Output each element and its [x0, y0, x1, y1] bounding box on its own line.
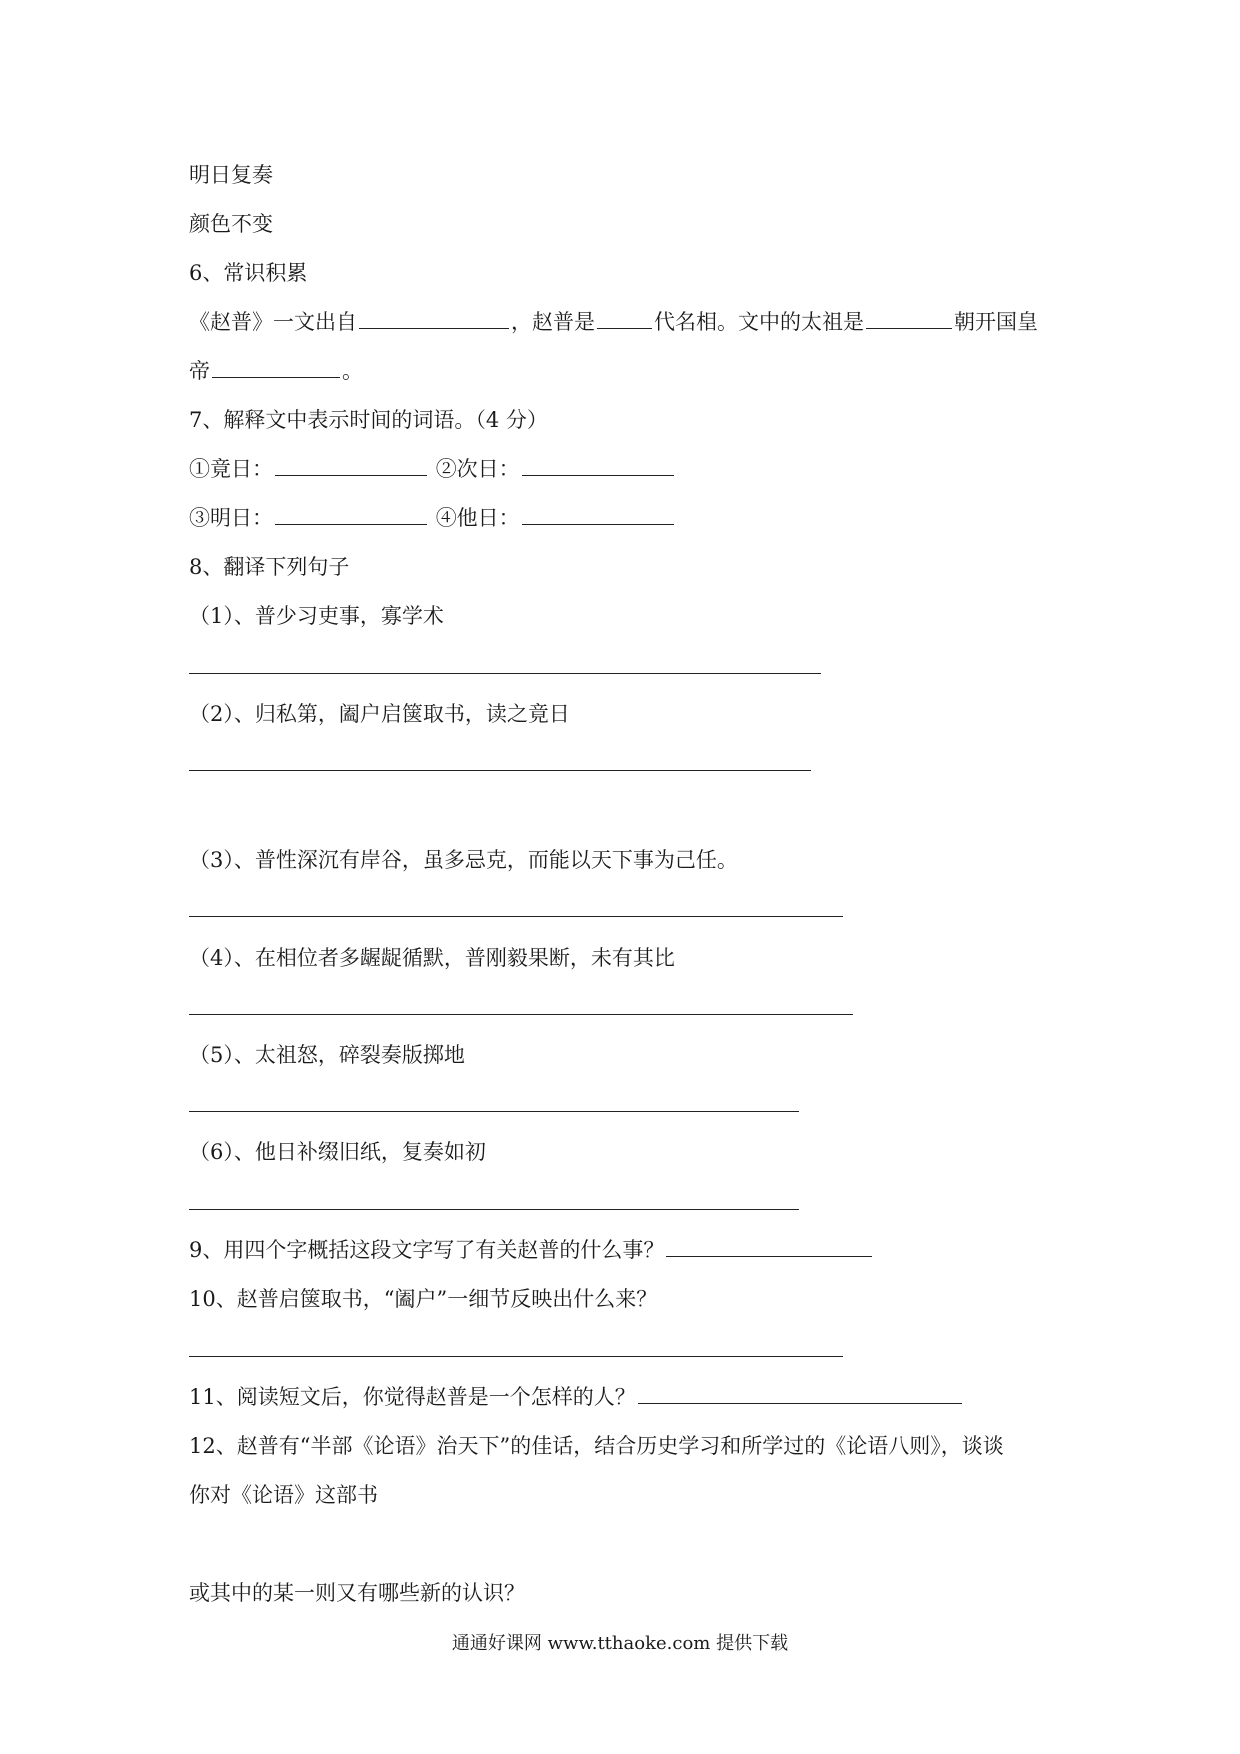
question-9 [189, 1235, 874, 1265]
answer-blank[interactable] [275, 455, 427, 476]
answer-blank[interactable] [866, 308, 952, 329]
question-10: 10、赵普启箧取书，“阖户”一细节反映出什么来？ [189, 1287, 658, 1311]
answer-blank[interactable] [359, 308, 509, 329]
answer-line[interactable] [189, 1014, 853, 1015]
question-8-sentence-1: （1）、普少习吏事，寡学术 [189, 604, 444, 628]
answer-blank[interactable] [638, 1383, 962, 1404]
question-7-item-2: ②次日： [435, 457, 520, 481]
question-7-item-4: ④他日： [435, 506, 520, 530]
question-6-text-a: 《赵普》一文出自 [189, 310, 357, 334]
question-8-title: 8、翻译下列句子 [189, 555, 350, 579]
question-8-sentence-2: （2）、归私第，阖户启箧取书，读之竟日 [189, 702, 570, 726]
question-11-text: 11、阅读短文后，你觉得赵普是一个怎样的人？ [189, 1385, 636, 1409]
question-6-text-d: 朝开国皇 [954, 310, 1038, 334]
question-9-text: 9、用四个字概括这段文字写了有关赵普的什么事？ [189, 1238, 665, 1262]
page-footer: 通通好课网 www.tthaoke.com 提供下载 [451, 1633, 789, 1654]
question-6-title: 6、常识积累 [189, 261, 308, 285]
answer-line[interactable] [189, 770, 811, 771]
question-11 [189, 1382, 964, 1412]
question-6-text-b: ，赵普是 [511, 310, 595, 334]
question-6-text-c: 代名相。文中的太祖是 [654, 310, 864, 334]
question-7-title: 7、解释文中表示时间的词语。（4 分） [189, 408, 548, 432]
answer-line[interactable] [189, 916, 843, 917]
question-6-line-1 [189, 307, 1038, 337]
question-6-line-2 [189, 356, 363, 386]
question-12-line-2: 你对《论语》这部书 [189, 1483, 378, 1507]
question-6-text-e: 帝 [189, 359, 210, 383]
answer-line[interactable] [189, 1356, 843, 1357]
question-8-sentence-4: （4）、在相位者多龌龊循默，普刚毅果断，未有其比 [189, 946, 675, 970]
question-7-item-3: ③明日： [189, 506, 273, 530]
answer-blank[interactable] [597, 308, 652, 329]
answer-blank[interactable] [275, 504, 427, 525]
answer-blank[interactable] [666, 1236, 872, 1257]
question-8-sentence-5: （5）、太祖怒，碎裂奏版掷地 [189, 1043, 465, 1067]
question-12-line-1: 12、赵普有“半部《论语》治天下”的佳话，结合历史学习和所学过的《论语八则》，谈谈 [189, 1434, 1004, 1458]
answer-line[interactable] [189, 673, 821, 674]
question-6-text-f: 。 [342, 359, 363, 383]
answer-blank[interactable] [522, 455, 674, 476]
answer-line[interactable] [189, 1111, 799, 1112]
answer-blank[interactable] [212, 357, 340, 378]
question-7-row-2 [189, 503, 676, 533]
answer-blank[interactable] [522, 504, 674, 525]
question-7-row-1 [189, 454, 676, 484]
question-7-item-1: ①竟日： [189, 457, 273, 481]
text-line-yan-se-bu-bian: 颜色不变 [189, 212, 273, 236]
question-8-sentence-3: （3）、普性深沉有岸谷，虽多忌克，而能以天下事为己任。 [189, 848, 738, 872]
text-line-ming-ri-fu-zou: 明日复奏 [189, 163, 273, 187]
question-12-line-3: 或其中的某一则又有哪些新的认识？ [189, 1581, 525, 1605]
question-8-sentence-6: （6）、他日补缀旧纸，复奏如初 [189, 1140, 486, 1164]
answer-line[interactable] [189, 1209, 799, 1210]
